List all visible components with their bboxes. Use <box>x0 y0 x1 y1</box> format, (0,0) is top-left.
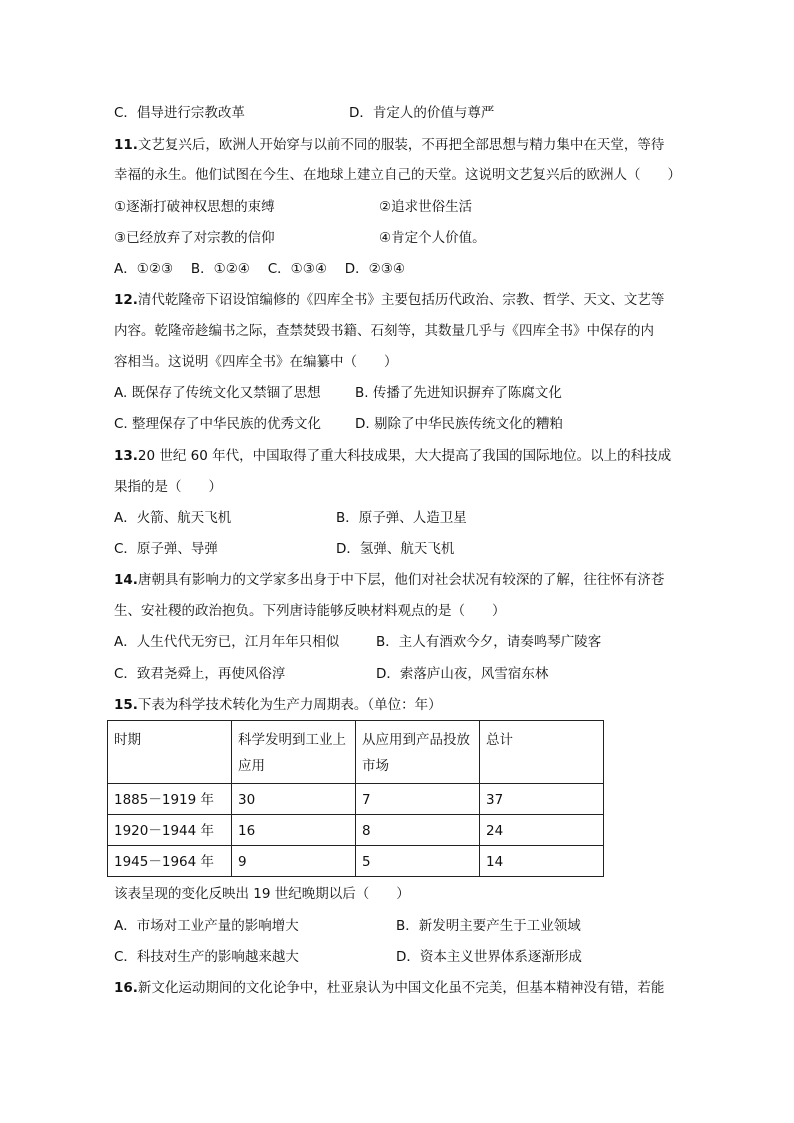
q12-option-b: B. 传播了先进知识摒弃了陈腐文化 <box>355 385 562 401</box>
table-cell: 9 <box>232 846 356 877</box>
q13-option-b: B．原子弹、人造卫星 <box>336 510 467 526</box>
q12-line-2: 内容。乾隆帝趁编书之际，查禁焚毁书籍、石刻等，其数量几乎与《四库全书》中保存的内 <box>114 323 654 339</box>
q12-line-1 <box>114 291 664 309</box>
q10-option-d: D．肯定人的价值与尊严 <box>349 105 495 121</box>
table-cell: 24 <box>480 815 604 846</box>
q12-line-3: 容相当。这说明《四库全书》在编纂中（ ） <box>114 354 398 370</box>
q11-number: 11. <box>114 137 138 153</box>
q12-stem-1: 清代乾隆帝下诏设馆编修的《四库全书》主要包括历代政治、宗教、哲学、天文、文艺等 <box>137 292 665 308</box>
q11-item-2: ②追求世俗生活 <box>379 199 473 215</box>
q14-option-b: B．主人有酒欢今夕，请奏鸣琴广陵客 <box>376 634 602 650</box>
table-row <box>108 815 604 846</box>
q10-option-c: C．倡导进行宗教改革 <box>114 105 245 121</box>
q15-option-b: B．新发明主要产生于工业领域 <box>396 918 581 934</box>
q16-line-1 <box>114 979 664 997</box>
table-row <box>108 846 604 877</box>
q13-option-a: A．火箭、航天飞机 <box>114 510 232 526</box>
table-cell: 5 <box>356 846 480 877</box>
q11-line-1 <box>114 136 664 154</box>
table-cell: 1945－1964 年 <box>108 846 232 877</box>
table-header-cell: 科学发明到工业上应用 <box>232 721 356 784</box>
q14-option-a: A．人生代代无穷已，江月年年只相似 <box>114 634 340 650</box>
table-header-row <box>108 721 604 784</box>
q15-after-table: 该表呈现的变化反映出 19 世纪晚期以后（ ） <box>114 886 410 902</box>
q14-stem-1: 唐朝具有影响力的文学家多出身于中下层，他们对社会状况有较深的了解，往往怀有济苍 <box>137 572 665 588</box>
q12-option-c: C. 整理保存了中华民族的优秀文化 <box>114 416 322 432</box>
q12-number: 12. <box>114 292 138 308</box>
table-cell: 14 <box>480 846 604 877</box>
q13-line-1 <box>114 447 671 465</box>
table-cell: 1885－1919 年 <box>108 784 232 815</box>
q13-stem-1: 20 世纪 60 年代，中国取得了重大科技成果，大大提高了我国的国际地位。以上的科技成 <box>137 448 672 464</box>
table-header-cell: 总计 <box>480 721 604 784</box>
productivity-cycle-table <box>107 720 604 877</box>
q14-number: 14. <box>114 572 138 588</box>
q11-stem-1: 文艺复兴后，欧洲人开始穿与以前不同的服装，不再把全部思想与精力集中在天堂，等待 <box>137 137 665 153</box>
q11-item-1: ①逐渐打破神权思想的束缚 <box>114 199 275 215</box>
table-header-cell: 时期 <box>108 721 232 784</box>
q12-option-a: A. 既保存了传统文化又禁锢了思想 <box>114 385 321 401</box>
table-cell: 1920－1944 年 <box>108 815 232 846</box>
q14-line-1 <box>114 571 664 589</box>
table-cell: 37 <box>480 784 604 815</box>
q14-line-2: 生、安社稷的政治抱负。下列唐诗能够反映材料观点的是（ ） <box>114 603 506 619</box>
table-cell: 30 <box>232 784 356 815</box>
q13-line-2: 果指的是（ ） <box>114 479 222 495</box>
table-cell: 16 <box>232 815 356 846</box>
q11-options: A．①②③ B．①②④ C．①③④ D．②③④ <box>114 261 405 277</box>
q15-stem-1: 下表为科学技术转化为生产力周期表。（单位：年） <box>137 697 442 713</box>
q15-option-a: A．市场对工业产量的影响增大 <box>114 918 299 934</box>
q15-option-d: D．资本主义世界体系逐渐形成 <box>396 949 582 965</box>
q14-option-c: C．致君尧舜上，再使风俗淳 <box>114 666 286 682</box>
table-row <box>108 784 604 815</box>
q15-line-1 <box>114 696 442 714</box>
q11-item-4: ④肯定个人价值。 <box>379 230 486 246</box>
q13-option-d: D．氢弹、航天飞机 <box>336 541 455 557</box>
q13-option-c: C．原子弹、导弹 <box>114 541 218 557</box>
q16-number: 16. <box>114 980 138 996</box>
table-cell: 8 <box>356 815 480 846</box>
table-header-cell: 从应用到产品投放市场 <box>356 721 480 784</box>
q13-number: 13. <box>114 448 138 464</box>
q16-stem-1: 新文化运动期间的文化论争中，杜亚泉认为中国文化虽不完美，但基本精神没有错，若能 <box>137 980 665 996</box>
q14-option-d: D．索落庐山夜，风雪宿东林 <box>376 666 549 682</box>
q11-line-2: 幸福的永生。他们试图在今生、在地球上建立自己的天堂。这说明文艺复兴后的欧洲人（ ） <box>114 167 681 183</box>
q15-option-c: C．科技对生产的影响越来越大 <box>114 949 299 965</box>
q15-number: 15. <box>114 697 138 713</box>
q11-item-3: ③已经放弃了对宗教的信仰 <box>114 230 275 246</box>
table-cell: 7 <box>356 784 480 815</box>
q12-option-d: D. 剔除了中华民族传统文化的糟粕 <box>355 416 563 432</box>
